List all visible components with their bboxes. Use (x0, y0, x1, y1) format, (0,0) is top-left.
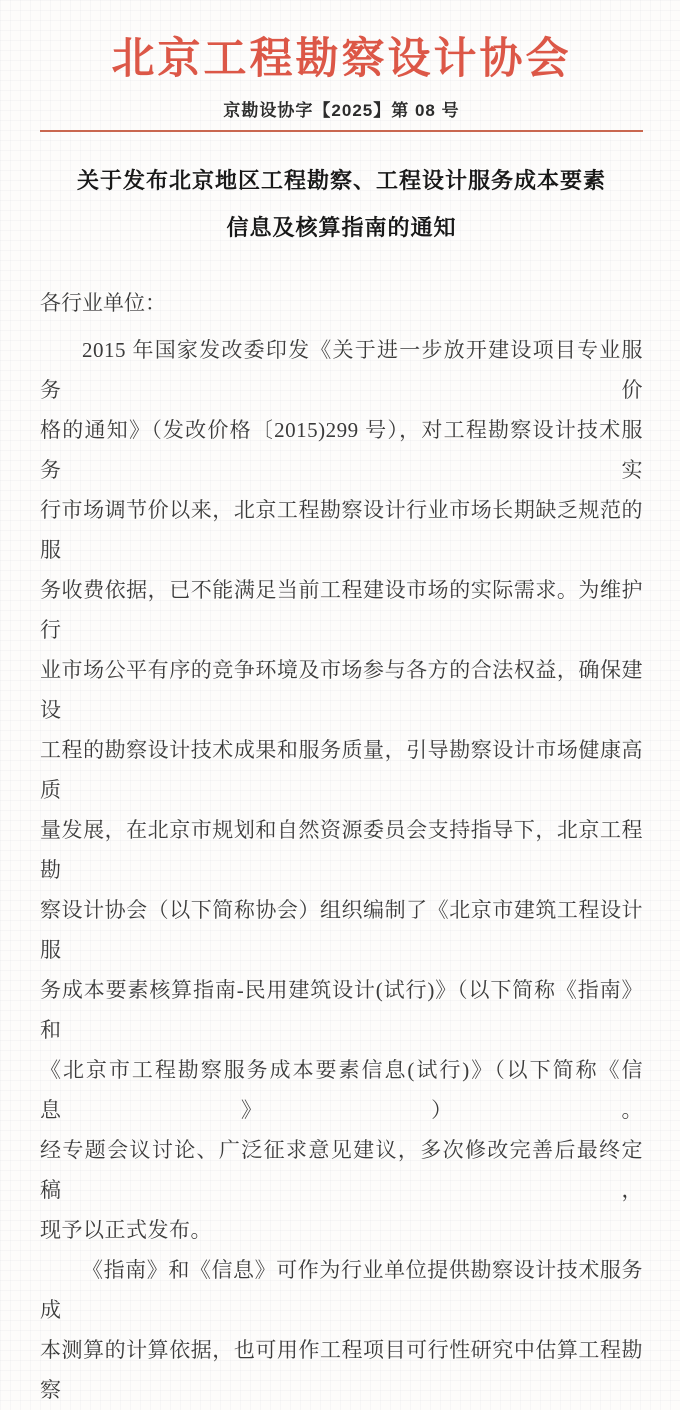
body-line: 格的通知》（发改价格〔2015)299 号），对工程勘察设计技术服务实 (40, 418, 643, 482)
document-body (40, 330, 643, 1410)
doc-number: 京勘设协字【2025】第 08 号 (223, 101, 460, 120)
body-line: 行市场调节价以来，北京工程勘察设计行业市场长期缺乏规范的服 (40, 498, 643, 562)
body-line: 察设计协会（以下简称协会）组织编制了《北京市建筑工程设计服 (40, 898, 643, 962)
body-line: 现予以正式发布。 (40, 1218, 212, 1242)
subject-line-2: 信息及核算指南的通知 (226, 215, 457, 240)
subject-title (40, 157, 643, 251)
org-title: 北京工程勘察设计协会 (111, 35, 572, 83)
body-line: 本测算的计算依据，也可用作工程项目可行性研究中估算工程勘察 (40, 1338, 643, 1402)
body-line: 2015 年国家发改委印发《关于进一步放开建设项目专业服务价 (40, 338, 643, 402)
subject-line-1: 关于发布北京地区工程勘察、工程设计服务成本要素 (76, 168, 606, 193)
body-line: 《北京市工程勘察服务成本要素信息(试行)》（以下简称《信息》）。 (40, 1058, 643, 1122)
body-line: 经专题会议讨论、广泛征求意见建议，多次修改完善后最终定稿， (40, 1138, 643, 1202)
body-line: 《指南》和《信息》可作为行业单位提供勘察设计技术服务成 (40, 1258, 643, 1322)
body-line: 务收费依据，已不能满足当前工程建设市场的实际需求。为维护行 (40, 578, 643, 642)
body-line: 工程的勘察设计技术成果和服务质量，引导勘察设计市场健康高质 (40, 738, 643, 802)
red-rule-divider (40, 130, 643, 132)
salutation: 各行业单位： (40, 291, 166, 315)
body-line: 务成本要素核算指南-民用建筑设计(试行)》（以下简称《指南》和 (40, 978, 643, 1042)
body-line: 量发展，在北京市规划和自然资源委员会支持指导下，北京工程勘 (40, 818, 643, 882)
body-line: 业市场公平有序的竞争环境及市场参与各方的合法权益，确保建设 (40, 658, 643, 722)
